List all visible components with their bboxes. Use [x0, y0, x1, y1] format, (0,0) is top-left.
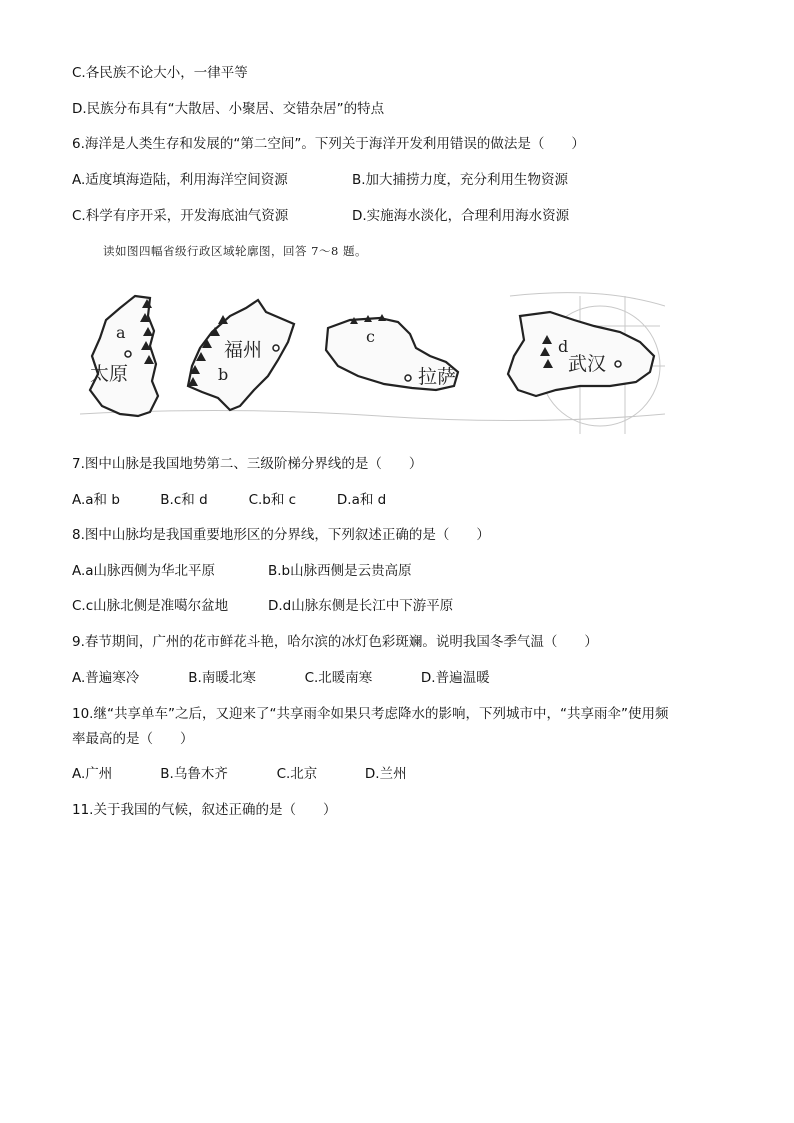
q6-option-a: A.适度填海造陆，利用海洋空间资源: [72, 172, 288, 188]
q9-option-a: A.普遍寒冷: [72, 670, 140, 686]
map-hubei: [508, 312, 654, 396]
q10-stem-line-1: 10.继“共享单车”之后，又迎来了“共享雨伞如果只考虑降水的影响，下列城市中，“共享雨伞”使用频: [72, 706, 669, 722]
q9-option-c: C.北暖南寒: [304, 670, 373, 686]
q7-options: [72, 490, 386, 510]
q10-stem-line-2: 率最高的是（ ）: [72, 731, 194, 747]
q10-option-d: D.兰州: [364, 766, 407, 782]
q8-row-1: [72, 561, 572, 581]
q6-option-d: D.实施海水淡化，合理利用海水资源: [352, 208, 570, 224]
q8-stem: 8.图中山脉均是我国重要地形区的分界线，下列叙述正确的是（ ）: [72, 527, 490, 543]
q6-option-b: B.加大捕捞力度，充分利用生物资源: [352, 172, 569, 188]
figure-note: 读如图四幅省级行政区域轮廓图，回答 7～8 题。: [103, 244, 367, 258]
q11-stem: 11.关于我国的气候，叙述正确的是（ ）: [72, 802, 337, 818]
map-d-city-dot: [615, 361, 621, 367]
q7-option-b: B.c和 d: [160, 492, 208, 508]
q10-option-c: C.北京: [276, 766, 318, 782]
q5-option-c: C.各民族不论大小，一律平等: [72, 65, 248, 81]
q10-options: [72, 764, 407, 784]
q10-option-b: B.乌鲁木齐: [160, 766, 228, 782]
map-c-city-dot: [405, 375, 411, 381]
province-outline-maps: [80, 286, 665, 434]
map-c-city: 拉萨: [418, 366, 457, 388]
map-tibet: [326, 314, 458, 390]
map-a-letter: a: [116, 323, 126, 342]
q9-stem: 9.春节期间，广州的花市鲜花斗艳，哈尔滨的冰灯色彩斑斓。说明我国冬季气温（ ）: [72, 634, 598, 650]
map-a-city: 太原: [90, 363, 129, 385]
q6-row-1: [72, 170, 672, 190]
q7-option-a: A.a和 b: [72, 492, 120, 508]
q5-option-d: D.民族分布具有“大散居、小聚居、交错杂居”的特点: [72, 101, 385, 117]
map-b-city-dot: [273, 345, 279, 351]
map-shanxi: [90, 296, 158, 416]
q8-option-a: A.a山脉西侧为华北平原: [72, 563, 216, 579]
q8-option-b: B.b山脉西侧是云贵高原: [268, 563, 412, 579]
q8-option-d: D.d山脉东侧是长江中下游平原: [268, 598, 454, 614]
q9-option-d: D.普遍温暖: [420, 670, 490, 686]
map-d-letter: d: [558, 337, 569, 356]
q6-option-c: C.科学有序开采，开发海底油气资源: [72, 208, 289, 224]
map-b-city: 福州: [224, 339, 263, 361]
q7-option-d: D.a和 d: [336, 492, 387, 508]
q7-stem: 7.图中山脉是我国地势第二、三级阶梯分界线的是（ ）: [72, 456, 423, 472]
q7-option-c: C.b和 c: [248, 492, 297, 508]
q10-option-a: A.广州: [72, 766, 113, 782]
q8-option-c: C.c山脉北侧是准噶尔盆地: [72, 598, 229, 614]
q9-options: [72, 668, 490, 688]
map-d-city: 武汉: [568, 353, 607, 375]
q9-option-b: B.南暖北寒: [188, 670, 256, 686]
q6-row-2: [72, 206, 672, 226]
map-fujian: [188, 300, 294, 410]
map-b-letter-visible: b: [218, 365, 229, 384]
q8-row-2: [72, 596, 572, 616]
q6-stem: 6.海洋是人类生存和发展的“第二空间”。下列关于海洋开发利用错误的做法是（ ）: [72, 136, 585, 152]
map-c-letter: c: [366, 327, 375, 346]
map-a-city-dot: [125, 351, 131, 357]
